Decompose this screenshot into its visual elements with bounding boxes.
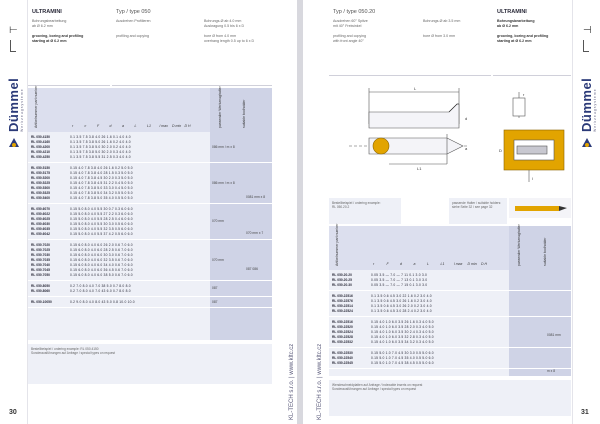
header-text: Bohrungsbearbeitung [497,19,535,23]
article-number: RL 050.22576 [332,299,353,303]
passender-head: passender Werkzeughalter [517,224,521,266]
suitable-note: 0081 mm [547,333,561,337]
header-type [329,6,419,76]
article-number: RL 050.20.20 [332,273,352,277]
article-number: RL 050.7050 [31,273,51,277]
symbol-head: L1 [440,262,445,266]
table-row [329,340,509,345]
article-number: RL 050.7035 [31,258,51,262]
article-number: RL 050.22524 [332,330,353,334]
header-text: ab Ø 6.2 mm [497,23,519,28]
article-number: RL 050.8050 [31,284,51,288]
header-text: Ausdrehen 60° Spitze [333,19,368,23]
footer-note: Wendeschneidplatten auf Anfrage / indexable inserts on request [332,383,423,387]
row-values: 0.1 3.5 0.6 4.5 3.0 28 2.4 0.2 3.0 4.0 [371,309,432,313]
header-text: Bohrungsbearbeitung [32,19,67,23]
header-text-en: grooving, boring and profiling [497,34,549,38]
article-number: RL 050.22514 [332,304,353,308]
suitable-head: suitable toolholder [242,99,246,128]
header-text-en: profiling and copying [116,33,149,38]
article-number: RL 050.4150 [31,135,51,139]
header-text: Auskragung 0.5 bis 6 x D [204,23,245,28]
article-number: RL 050.6022 [31,212,51,216]
row-values: 0.15 6.0 8.0 4.0 6.0 30 3.0 0.6 7.0 6.0 [70,253,133,257]
header-type [112,6,200,86]
holder-note: 087 [212,286,218,290]
symbol-head: F [97,124,100,128]
group-separator [28,239,272,240]
header-text-en: profiling and copying [333,34,366,38]
row-values: 0.15 6.0 8.0 4.0 6.0 34 4.0 0.6 7.0 6.0 [70,263,133,267]
row-values: 0.15 4.0 7.8 3.8 4.0 26 1.6 0.2 5.0 5.0 [70,166,133,170]
row-values: 0.15 6.0 8.0 4.0 6.0 36 4.5 0.6 7.0 6.0 [70,268,133,272]
product-title: ULTRAMINI [32,9,62,15]
article-number: RL 050.7045 [31,268,51,272]
row-values: 0.15 5.0 8.0 4.0 5.5 37 4.2 0.5 6.0 6.0 [70,232,133,236]
article-number: RL 050.22516 [332,320,353,324]
article-number: RL 050.5400 [31,196,51,200]
table-row [329,309,509,314]
article-number: RL 050.6042 [31,232,51,236]
symbol-head: F [386,262,389,266]
symbol-head: L1 [147,124,151,128]
row-values: 0.15 6.0 8.0 4.0 6.0 26 2.0 0.6 7.0 6.0 [70,243,133,247]
logo-dot [585,143,589,147]
article-number: RL 050.22520 [332,325,353,329]
row-values: 0.15 5.0 8.0 4.0 5.5 30 3.0 0.5 6.0 6.0 [70,222,133,226]
header-text-en: starting at Ø 6.2 mm [497,38,532,43]
article-number: RL 050.5175 [31,171,51,175]
footer-note: Bestellbeispiel / ordering example: RL 050.4150 [31,347,99,351]
brand-name: Dümmel [6,77,21,132]
symbol-head: a [413,262,416,266]
label-L1: L1 [417,166,422,171]
insert-top-view [369,104,459,128]
holder-note: 087 [212,299,218,304]
row-values: 0.15 4.0 7.8 3.8 5.0 35 4.0 0.5 5.0 5.0 [70,196,133,200]
header-text-en: overhang length 0.5 up to 6 x D [204,38,255,43]
article-head: Artikelnummer part number [335,223,339,266]
suitable-note: 087 086 [246,267,258,271]
row-values: 0.2 9.0 8.0 4.0 8.0 43 5.0 0.8 10.0 10.0 [70,300,135,304]
header-text: ab Ø 6.2 mm [32,23,53,28]
bracket-icon [10,40,16,52]
note-text: siehe Seite 32 / see page 32 [452,205,493,209]
row-values: 0.15 4.0 7.8 3.8 4.0 28 1.5 0.3 5.0 5.0 [70,171,133,175]
row-values: 0.15 4.0 1.0 6.0 3.5 26 1.6 0.3 4.0 5.0 [371,320,434,324]
article-number: RL 050.4250 [31,155,51,159]
table-row [329,361,509,366]
holder-note: 070 mm [212,257,224,262]
symbol-head: r [72,124,74,128]
row-values: 0.15 4.0 7.8 3.8 5.0 34 3.2 0.5 5.0 5.0 [70,191,133,195]
article-number: RL 050.22540 [332,356,353,360]
row-values: 0.1 3.5 0.6 4.5 3.0 26 1.6 0.2 3.0 4.0 [371,299,432,303]
article-number: RL 050.20.25 [332,278,352,282]
article-number: RL 050.7025 [31,248,51,252]
header-text-en: with front angle 40° [333,38,364,43]
header-text: Bohrungs-Ø ab 3.5 mm [423,19,461,23]
left-footer-notes [28,344,272,384]
suitable-note: 0081 mm x 8 [246,195,266,199]
header-text-en: starting at Ø 6.2 mm [32,38,67,43]
symbol-head: d [400,262,402,266]
row-values: 0.15 5.0 1.0 7.0 4.5 30 3.0 0.5 5.0 6.0 [371,351,434,355]
site-url: KL-TECH s.r.o. | www.kltc.cz [317,343,323,420]
group-separator [329,347,571,348]
row-values: 0.15 5.0 8.0 4.0 5.5 28 2.5 0.4 6.0 6.0 [70,217,133,221]
logo-dot [12,143,16,147]
row-values: 0.1 3.5 0.6 4.5 3.0 26 2.0 0.2 3.0 4.0 [371,304,432,308]
group-separator [329,290,571,291]
symbol-head: D H [184,124,191,128]
article-number: RL 050.22516 [332,294,353,298]
article-number: RL 050.22545 [332,361,353,365]
group-separator [329,316,571,317]
type-label: Typ / type 050 [116,9,151,15]
article-number: RL 050.8060 [31,289,51,293]
row-values: 0.15 4.0 1.0 6.0 3.5 32 2.8 0.3 4.0 5.0 [371,335,434,339]
label-r: r [523,92,525,97]
header-text-en: grooving, boring and profiling [32,34,84,38]
right-page [303,0,600,424]
row-values: 0.15 6.0 8.0 4.0 6.0 28 2.5 0.6 7.0 6.0 [70,248,133,252]
row-values: 0.1 3.5 0.6 4.5 3.0 22 1.6 0.2 3.0 4.0 [371,294,432,298]
holder-note: 086 mm / m x 8 [212,144,235,149]
article-number: RL 050.7030 [31,253,51,257]
row-values: 0.15 4.0 1.0 6.0 3.5 30 2.4 0.3 4.0 5.0 [371,330,434,334]
symbol-head: L [427,262,429,266]
note-holders [449,198,507,224]
symbol-head: l max [454,262,463,266]
table-row [28,273,208,278]
row-values: 0.15 6.0 8.0 4.0 6.0 32 3.5 0.6 7.0 6.0 [70,258,133,262]
bracket-icon [583,40,589,52]
header-ultramini [493,6,571,76]
article-number: RL 050.4200 [31,145,51,149]
article-number: RL 050.5225 [31,181,51,185]
row-values: 0.2 7.0 8.0 4.0 7.0 38 5.0 0.7 8.0 8.0 [70,284,131,288]
passender-head: passender Werkzeughalter [218,86,222,128]
product-title: ULTRAMINI [497,9,527,15]
note-ordering [329,198,401,224]
brand-name: Dümmel [579,77,594,132]
row-values: 0.1 3.5 7.5 3.8 5.0 30 2.0 0.3 4.0 4.0 [70,150,131,154]
brand-subtitle: Werkzeugsysteme [20,88,24,132]
row-values: 0.15 4.0 7.8 3.8 5.0 33 3.0 0.4 5.0 5.0 [70,186,133,190]
row-values: 0.15 4.0 7.8 3.8 4.5 30 2.0 0.3 5.0 5.0 [70,176,133,180]
row-values: 0.05 3.5 — 7.0 — 7 15 0.1 3.0 3.0 [371,283,428,287]
header-bore [200,6,272,86]
row-values: 0.15 5.0 8.0 4.0 5.5 30 0.7 0.3 6.0 6.0 [70,207,133,211]
article-number: RL 050.6030 [31,222,51,226]
row-values: 0.15 5.0 8.0 4.0 5.5 27 2.2 0.3 6.0 6.0 [70,212,133,216]
label-a: a [465,146,468,151]
row-values: 0.1 3.5 7.5 3.8 5.0 26 1.6 0.2 4.0 4.0 [70,140,131,144]
symbol-head: D min [467,262,477,266]
note-text: passende Halter / suitable holders: [452,201,502,205]
label-d: d [465,116,468,121]
symbol-head: D min [172,124,182,128]
type-label: Typ / type 050.20 [333,9,376,15]
row-values: 0.05 3.5 — 7.0 — 7 11 0.1 3.0 3.0 [371,273,428,277]
holder-note: 070 mm [212,219,224,223]
group-separator [28,203,272,204]
label-L: L [414,86,417,91]
row-values: 0.15 5.0 1.0 7.0 4.5 35 4.0 0.5 5.0 6.0 [371,356,434,360]
article-number: RL 050.6035 [31,227,51,231]
row-values: 0.15 4.0 7.8 3.8 4.5 31 2.2 0.4 5.0 5.0 [70,181,133,185]
article-number: RL 050.7020 [31,243,51,247]
group-separator [28,296,272,297]
note-text: Bestellbeispiel / ordering example: [332,201,381,205]
label-D: D [499,148,502,153]
row-values: 0.1 3.5 7.5 3.8 4.0 26 1.6 0.1 4.0 4.0 [70,135,131,139]
header-text: Bohrungs-Ø ab 4.0 mm [204,19,242,23]
row-values: 0.1 3.5 7.5 3.8 5.0 30 2.0 0.2 4.0 4.0 [70,145,131,149]
insert-photo [509,198,571,218]
table-row [28,289,208,294]
article-number: RL 050.4160 [31,140,51,144]
header-text-en: bore Ø from 3.0 mm [423,33,456,38]
header-text-en: bore Ø from 4.0 mm [204,34,237,38]
group-separator [28,162,272,163]
left-page [0,0,297,424]
footer-note: Sonderausführungen auf Anfrage / special types on request [31,351,115,355]
table-row [28,196,208,201]
tool-icon: ⊣ [583,25,592,36]
note-text: RL 050.20.2 [332,205,350,209]
article-number: RL 050.5200 [31,176,51,180]
article-number: RL 050.22528 [332,335,353,339]
left-product-table [28,85,272,340]
left-side-strip [0,0,28,424]
right-footer-notes [329,380,571,416]
article-number: RL 050.4210 [31,150,51,154]
symbol-head: D H [481,262,488,266]
symbol-head: c [84,124,87,128]
article-number: RL 050.22532 [332,340,353,344]
header-text: mit 40° Freiwinkel [333,23,362,28]
insert-hole [373,138,389,154]
article-number: RL 050.22530 [332,351,353,355]
table-row [28,300,208,305]
page-number: 30 [9,409,17,416]
right-side-strip [572,0,600,424]
article-number: RL 050.6070 [31,207,51,211]
tool-icon: ⊢ [9,25,18,36]
article-number: RL 050.7040 [31,263,51,267]
symbol-head: r [373,262,375,266]
group-separator [28,280,272,281]
article-number: RL 050.5300 [31,186,51,190]
row-values: 0.15 5.0 8.0 4.0 5.5 32 3.5 0.5 6.0 6.0 [70,227,133,231]
article-number: RL 050.6025 [31,217,51,221]
article-number: RL 050.5150 [31,166,51,170]
suitable-note: m x 8 [547,369,556,373]
article-number: RL 050.5325 [31,191,51,195]
page-number: 31 [581,409,589,416]
header-text: Ausdrehen Profilieren [116,19,151,23]
group-separator [329,368,571,369]
label-l: l [532,176,533,181]
suitable-note: 070 mm x 7 [246,231,264,235]
article-number: RL 050.22524 [332,309,353,313]
site-url: KL-TECH s.r.o. | www.kltc.cz [289,343,295,420]
suitable-head: suitable toolholder [543,237,547,266]
table-row [28,155,208,160]
article-head: Artikelnummer part number [34,85,38,128]
symbol-head: a [122,124,124,128]
brand-subtitle: Werkzeugsysteme [593,88,597,132]
article-number: RL 050.10050 [31,300,52,304]
holder-note: 086 mm / m x 8 [212,180,235,185]
symbol-head: d [109,124,112,128]
row-values: 0.15 4.0 1.0 6.0 3.5 34 3.2 0.3 4.0 5.0 [371,340,434,344]
tool-drawing [329,84,571,196]
symbol-head: l max [159,124,168,128]
table-row [329,283,509,288]
header-ultramini [28,6,110,86]
row-values: 0.1 3.5 7.5 3.8 5.5 31 2.5 0.3 4.0 4.0 [70,155,131,159]
row-values: 0.05 3.5 — 7.0 — 7 13 0.1 3.0 3.0 [371,278,428,282]
group-separator [28,307,272,308]
header-bore [419,6,491,76]
row-values: 0.2 7.0 8.0 4.0 7.0 43 6.0 0.7 8.0 8.0 [70,289,131,293]
right-product-table [329,223,571,376]
row-values: 0.15 6.0 8.0 4.0 6.0 38 5.0 0.6 7.0 6.0 [70,273,133,277]
footer-note: Sonderausführungen auf Anfrage / special types on request [332,387,416,391]
row-values: 0.15 4.0 1.0 6.0 3.5 28 2.0 0.3 4.0 5.0 [371,325,434,329]
article-number: RL 050.20.30 [332,283,352,287]
row-values: 0.15 5.0 1.0 7.0 4.5 38 4.5 0.5 5.0 6.0 [371,361,434,365]
table-row [28,232,208,237]
symbol-head: L [134,124,137,128]
